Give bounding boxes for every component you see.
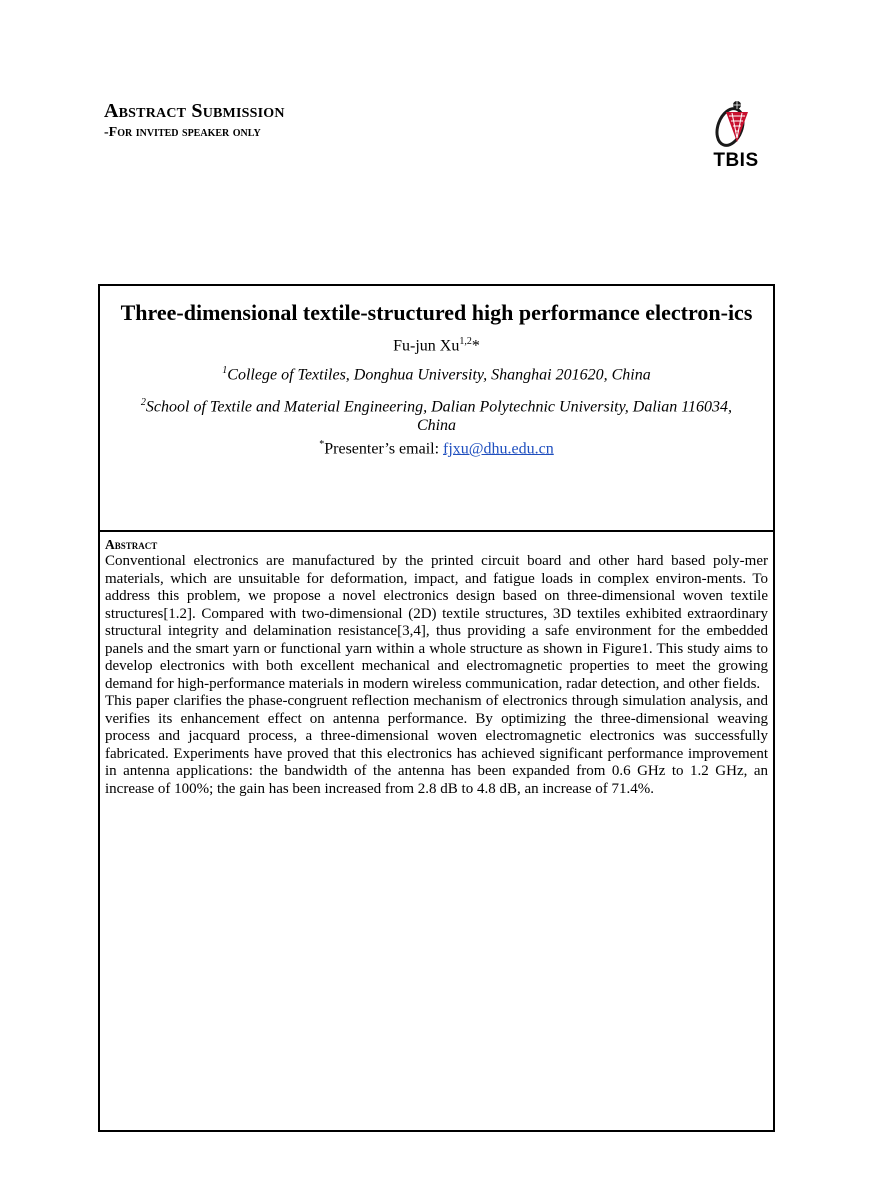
author-name: Fu-jun Xu (393, 337, 460, 355)
presenter-email-line (100, 435, 773, 458)
affiliation-2-sup: 2 (140, 396, 146, 408)
abstract-paragraph-2: This paper clarifies the phase-congruent reflection mechanism of electronics through simulation analysis, and verifies its enhancement effect on antenna performance. By optimizing the three-dimensional weaving process and jacquard process, a three-dimensional woven electromagnetic electronics was successfully fabricated. Experiments have proved that this electronics has achieved significant performance improvement in antenna applications: the bandwidth of the antenna has been expanded from 0.6 GHz to 1.2 GHz, an increase of 100%; the gain has been increased from 2.8 dB to 4.8 dB, an increase of 71.4%. (105, 693, 768, 797)
affiliation-1-text: College of Textiles, Donghua University, Shanghai 201620, China (227, 366, 651, 384)
submission-subtitle: -For invited speaker only (104, 125, 261, 140)
affiliation-1-sup: 1 (222, 365, 228, 377)
submission-title: Abstract Submission (104, 100, 285, 122)
tbis-emblem-icon (706, 98, 766, 150)
affiliation-1 (100, 361, 773, 384)
affiliation-2-text: School of Textile and Material Engineering, Dalian Polytechnic University, Dalian 116034, China (145, 397, 733, 434)
logo-text: TBIS (713, 150, 759, 171)
abstract-paragraph-1: Conventional electronics are manufactured by the printed circuit board and other hard based poly-mer materials, which are unsuitable for deformation, impact, and fatigue loads in complex environ-ments. To address this problem, we propose a novel electronics design based on three-dimensional woven textile structures[1.2]. Compared with two-dimensional (2D) textile structures, 3D textiles exhibited extraordinary structural integrity and delamination resistance[3,4], thus providing a safe environment for the embedded panels and the smart yarn or functional yarn within a whole structure as shown in Figure1. This study aims to develop electronics with both excellent mechanical and electromagnetic properties to meet the growing demand for high-performance materials in modern wireless communication, radar detection, and other fields. (105, 553, 768, 692)
paper-title: Three-dimensional textile-structured high performance electron-ics (120, 300, 753, 325)
presenter-email-label: Presenter’s email: (324, 440, 444, 458)
abstract-heading: Abstract (105, 537, 158, 552)
author-presenter-mark: * (471, 337, 480, 355)
presenter-email-link[interactable]: fjxu@dhu.edu.cn (443, 440, 554, 458)
abstract-frame (98, 284, 775, 1132)
author-affiliation-sup: 1,2 (459, 336, 472, 347)
submission-header (104, 100, 285, 141)
abstract-section (105, 537, 768, 798)
presenter-sup: * (319, 438, 325, 450)
title-block (100, 286, 773, 532)
affiliation-2 (100, 393, 773, 435)
tbis-logo (706, 98, 766, 174)
author-line (100, 336, 773, 355)
